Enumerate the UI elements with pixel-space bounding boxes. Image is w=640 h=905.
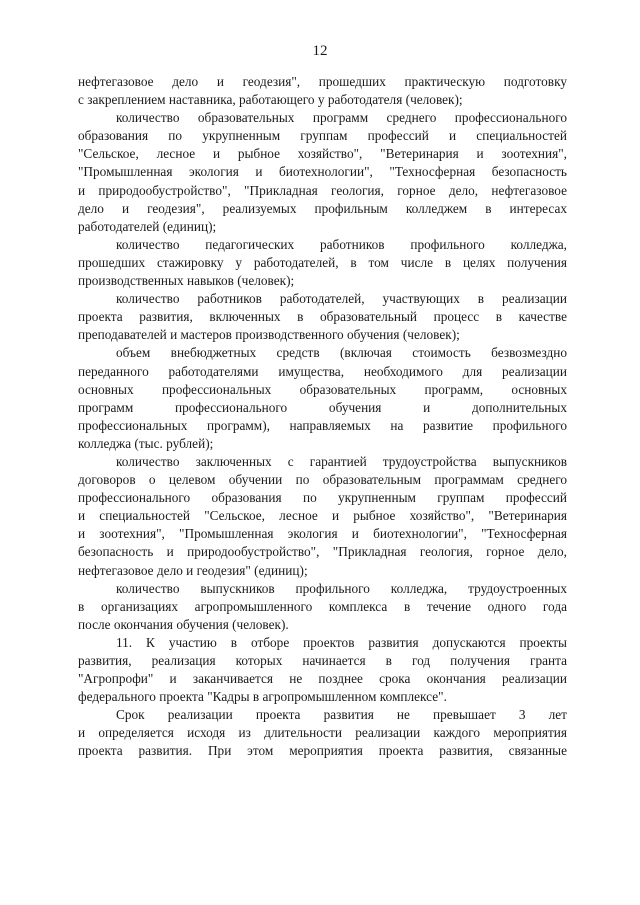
text-line: "Агропрофи" и заканчивается не позднее срока окончания реализации (78, 671, 567, 687)
text-line: переданного работодателями имущества, необходимого для реализации (78, 363, 567, 379)
text-line: профессиональных программ), направляемых на развитие профильного (78, 417, 567, 433)
text-line: количество выпускников профильного колледжа, трудоустроенных (116, 580, 567, 596)
page-number: 12 (312, 43, 328, 59)
text-line: производственных навыков (человек); (78, 273, 295, 289)
text-line: прошедших стажировку у работодателей, в том числе в целях получения (78, 254, 567, 270)
text-line: нефтегазовое дело и геодезия" (единиц); (78, 562, 308, 578)
text-line: проекта развития. При этом мероприятия проекта развития, связанные (78, 743, 567, 759)
text-line: после окончания обучения (человек). (78, 616, 289, 632)
body-text (78, 73, 567, 761)
text-line: основных профессиональных образовательных программ, основных (78, 381, 567, 397)
text-line: с закреплением наставника, работающего у работодателя (человек); (78, 92, 463, 108)
text-line: количество образовательных программ среднего профессионального (116, 110, 567, 126)
text-line: проекта развития, включенных в образовательный процесс в качестве (78, 309, 567, 325)
text-line: договоров о целевом обучении по образовательным программам среднего (78, 472, 567, 488)
text-line: федерального проекта "Кадры в агропромышленном комплексе". (78, 689, 447, 705)
text-line: образования по укрупненным группам профессий и специальностей (78, 128, 567, 144)
text-line: программ профессионального обучения и дополнительных (78, 399, 567, 415)
text-line: безопасность и природообустройство", "Прикладная геология, горное дело, (78, 544, 567, 560)
text-line: колледжа (тыс. рублей); (78, 435, 214, 451)
text-line: и определяется исходя из длительности реализации каждого мероприятия (78, 725, 567, 741)
text-line: "Сельское, лесное и рыбное хозяйство", "Ветеринария и зоотехния", (78, 146, 567, 162)
text-line: в организациях агропромышленного комплекса в течение одного года (78, 598, 567, 614)
text-line: нефтегазовое дело и геодезия", прошедших практическую подготовку (78, 74, 567, 89)
text-line: и зоотехния", "Промышленная экология и биотехнологии", "Техносферная (78, 526, 567, 542)
text-line: профессионального образования по укрупненным группам профессий (78, 490, 567, 506)
text-line: количество заключенных с гарантией трудоустройства выпускников (116, 453, 567, 469)
text-line: "Промышленная экология и биотехнологии", "Техносферная безопасность (78, 164, 567, 180)
text-line: и природообустройство", "Прикладная геология, горное дело, нефтегазовое (78, 182, 567, 198)
text-line: объем внебюджетных средств (включая стоимость безвозмездно (116, 345, 567, 361)
text-line: развития, реализация которых начинается в год получения гранта (78, 653, 567, 668)
text-line: дело и геодезия", реализуемых профильным колледжем в интересах (78, 200, 567, 216)
text-line: и специальностей "Сельское, лесное и рыбное хозяйство", "Ветеринария (78, 508, 567, 524)
text-line: работодателей (единиц); (78, 218, 217, 234)
text-line: количество работников работодателей, участвующих в реализации (116, 291, 567, 307)
text-line: количество педагогических работников профильного колледжа, (116, 236, 567, 252)
text-line: 11. К участию в отборе проектов развития допускаются проекты (116, 634, 567, 650)
text-line: Срок реализации проекта развития не превышает 3 лет (116, 707, 567, 723)
text-line: преподавателей и мастеров производственного обучения (человек); (78, 327, 460, 343)
